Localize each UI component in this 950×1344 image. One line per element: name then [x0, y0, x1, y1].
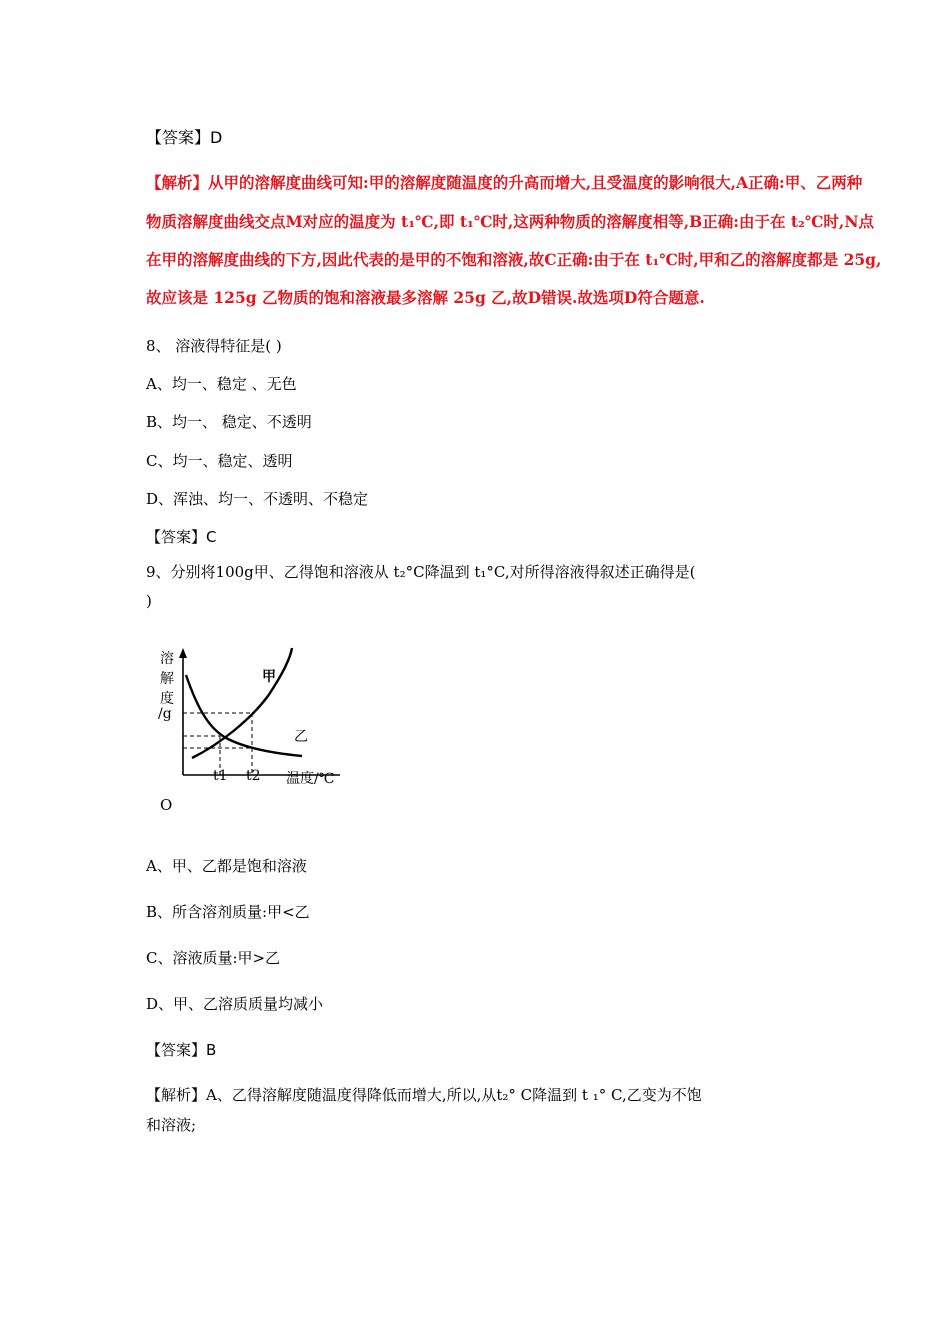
curve-b: [186, 675, 302, 756]
analysis-7-line-4: 故应该是 125g 乙物质的饱和溶液最多溶解 25g 乙,故D错误.故选项D符合题意.: [146, 288, 705, 307]
origin-label: O: [160, 796, 173, 814]
answer-8: 【答案】C: [146, 528, 217, 546]
curve-a-label: 甲: [262, 669, 276, 685]
analysis-7-line-3: 在甲的溶解度曲线的下方,因此代表的是甲的不饱和溶液,故C正确:由于在 t₁℃时,甲和乙的溶解度都是 25g,: [146, 250, 882, 269]
analysis-9-line-1: 【解析】A、乙得溶解度随温度得降低而增大,所以,从t₂° C降温到 t ₁° C,乙变为不饱: [146, 1086, 702, 1104]
question-9-option-d: D、甲、乙溶质质量均减小: [146, 995, 324, 1013]
y-label-char-1: 溶: [160, 651, 174, 667]
analysis-7-line-2: 物质溶解度曲线交点M对应的温度为 t₁℃,即 t₁℃时,这两种物质的溶解度相等,B正确:由于在 t₂℃时,N点: [146, 212, 874, 231]
answer-9: 【答案】B: [146, 1041, 217, 1059]
answer-7: 【答案】D: [146, 128, 223, 147]
tick-t2: t2: [246, 768, 261, 784]
analysis-9-line-2: 和溶液;: [146, 1116, 197, 1134]
solubility-graph: [150, 640, 360, 820]
question-9-option-a: A、甲、乙都是饱和溶液: [146, 857, 307, 875]
question-8-option-a: A、均一、稳定 、无色: [146, 375, 297, 393]
y-axis-arrow: [179, 648, 187, 658]
analysis-7-line-1: 【解析】从甲的溶解度曲线可知:甲的溶解度随温度的升高而增大,且受温度的影响很大,A正确:甲、乙两种: [146, 173, 863, 192]
curve-b-label: 乙: [294, 729, 308, 745]
curve-a: [192, 648, 292, 758]
question-9-stem-line-2: ): [146, 592, 152, 610]
solubility-graph-svg: [150, 640, 360, 820]
y-label-char-3: 度: [160, 691, 174, 707]
question-8-option-c: C、均一、稳定、透明: [146, 452, 293, 470]
question-9-stem-line-1: 9、分别将100g甲、乙得饱和溶液从 t₂°C降温到 t₁°C,对所得溶液得叙述正确得是(: [146, 563, 696, 581]
tick-t1: t1: [213, 768, 228, 784]
y-label-char-2: 解: [160, 671, 174, 687]
question-8-stem: 8、 溶液得特征是( ): [146, 337, 282, 355]
x-axis-label: 温度/℃: [286, 771, 335, 787]
question-8-option-d: D、浑浊、均一、不透明、不稳定: [146, 490, 369, 508]
y-label-char-4: /g: [158, 706, 172, 722]
question-9-option-c: C、溶液质量:甲>乙: [146, 949, 281, 967]
question-9-option-b: B、所含溶剂质量:甲<乙: [146, 903, 310, 921]
question-8-option-b: B、均一、 稳定、不透明: [146, 413, 312, 431]
